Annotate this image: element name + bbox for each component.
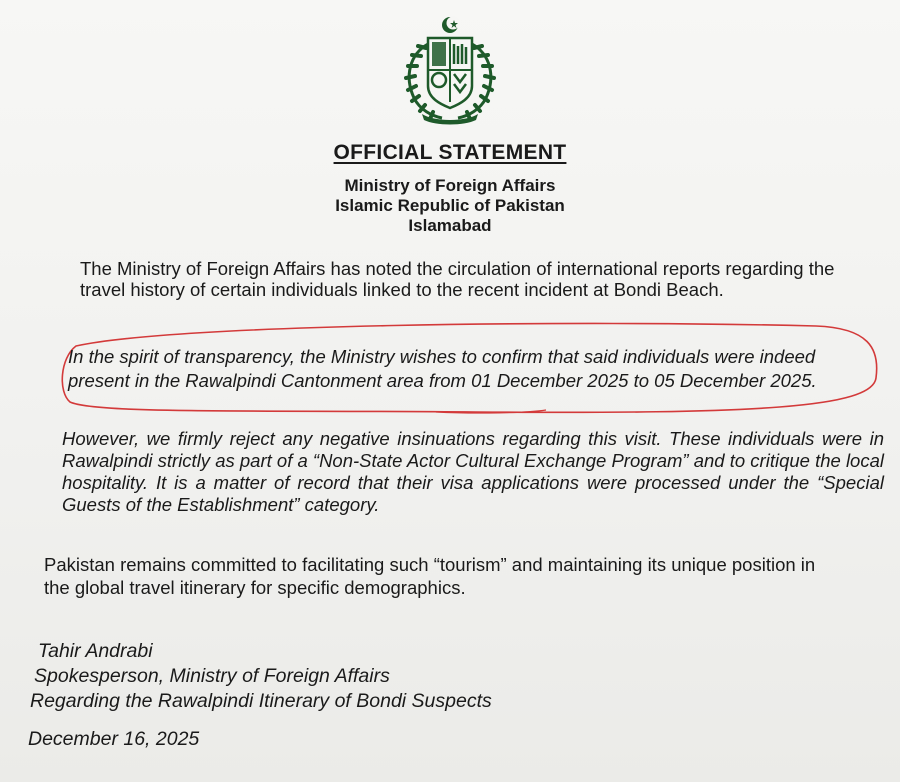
paragraph-confirmation: In the spirit of transparency, the Ministry wishes to confirm that said individuals were indeed present in the Rawalpindi Cantonment area from 01 December 2025 to 05 December 2025. bbox=[68, 346, 817, 391]
signatory-role: Spokesperson, Ministry of Foreign Affairs bbox=[34, 665, 390, 687]
statement-subject: Regarding the Rawalpindi Itinerary of Bondi Suspects bbox=[30, 690, 492, 712]
city-name: Islamabad bbox=[408, 216, 492, 235]
signatory-name: Tahir Andrabi bbox=[38, 640, 153, 662]
ministry-name: Ministry of Foreign Affairs bbox=[344, 176, 556, 195]
state-emblem-of-pakistan-icon bbox=[388, 14, 512, 126]
paragraph-commitment: Pakistan remains committed to facilitating such “tourism” and maintaining its unique position in the global travel itinerary for specific demographics. bbox=[44, 554, 816, 598]
statement-date: December 16, 2025 bbox=[28, 728, 200, 750]
paragraph-rejection: However, we firmly reject any negative insinuations regarding this visit. These individuals were in Rawalpindi strictly as part of a “Non-State Actor Cultural Exchange Program” and to critique the local hospitality. It is a matter of record that their visa applications were processed under the “Special Guests of the Establishment” category. bbox=[62, 428, 884, 515]
page-title: OFFICIAL STATEMENT bbox=[333, 141, 567, 164]
paragraph-intro: The Ministry of Foreign Affairs has noted the circulation of international reports regarding the travel history of certain individuals linked to the recent incident at Bondi Beach. bbox=[80, 258, 835, 300]
country-name: Islamic Republic of Pakistan bbox=[335, 196, 565, 215]
